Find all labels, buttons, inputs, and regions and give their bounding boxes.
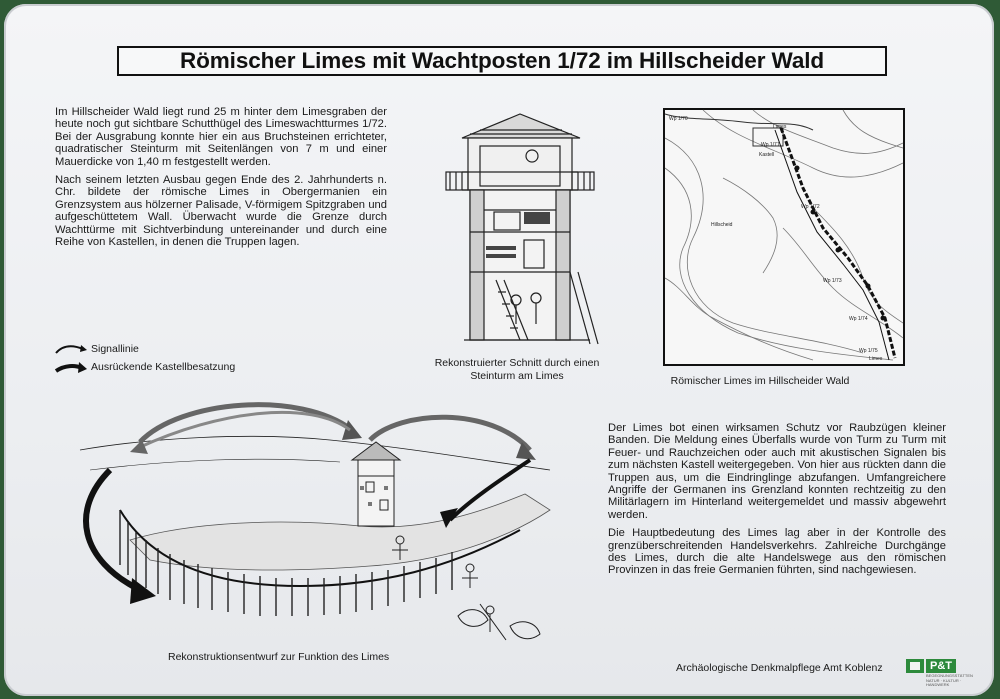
scene-caption: Rekonstruktionsentwurf zur Funktion des Limes — [168, 651, 390, 663]
title-frame — [117, 46, 887, 76]
pt-logo — [906, 659, 986, 685]
page-title: Römischer Limes mit Wachtposten 1/72 im Hillscheider Wald — [179, 48, 825, 73]
map-label-wp-72: Wp 1/72 — [801, 204, 820, 210]
signal-arrow-icon — [55, 343, 87, 355]
body-paragraph-1: Der Limes bot einen wirksamen Schutz vor Raubzügen kleiner Banden. Die Meldung eines Überfalls wurde von Turm zu Turm mit Feuer- und Rauchzeichen oder auch mit akustischen Signalen bis zum nächsten Kastell weitergegeben. Von hier aus rückten dann die Truppen aus, um die Eindringlinge abzufangen. Umfangreichere Angriffe der Germanen ins Grenzland konnten rechtzeitig zu den Militärlagern im Hinterland weitergemeldet und massiv abgewehrt werden. — [608, 422, 946, 521]
tower-illustration — [440, 112, 600, 352]
legend-troops — [55, 360, 235, 374]
legend-troops-label: Ausrückende Kastellbesatzung — [91, 361, 236, 373]
limes-scene-illustration — [70, 390, 590, 650]
tower-caption: Rekonstruierter Schnitt durch einen Steinturm am Limes — [434, 357, 600, 382]
legend-signal-label: Signallinie — [91, 343, 139, 355]
intro-text — [55, 106, 387, 254]
map-caption: Römischer Limes im Hillscheider Wald — [670, 375, 850, 387]
legend-signal — [55, 343, 139, 355]
map-label-limes-bottom: Limes — [869, 356, 883, 362]
map-label-wp-71: Wp 1/71 — [761, 142, 780, 148]
logo-brand: P&T — [926, 659, 956, 673]
map-label-wp-73: Wp 1/73 — [823, 278, 842, 284]
troop-arrow-icon — [55, 360, 87, 374]
logo-mark-icon — [906, 659, 924, 673]
map-label-limes-top: Limes — [773, 124, 787, 130]
map-label-wp-74: Wp 1/74 — [849, 316, 868, 322]
map-label-kastell: Kastell — [759, 152, 775, 158]
map-label-wp-70: Wp 1/70 — [669, 116, 688, 122]
body-paragraph-2: Die Hauptbedeutung des Limes lag aber in der Kontrolle des grenzüberschreitenden Handelsverkehrs. Zahlreiche Durchgänge des Limes, durch die alte Handelswege aus den römischen Provinzen in das freie Germanien führten, sind nachgewiesen. — [608, 527, 946, 577]
map-label-wp-75: Wp 1/75 — [859, 348, 878, 354]
intro-paragraph-1: Im Hillscheider Wald liegt rund 25 m hinter dem Limesgraben der heute noch gut sichtbare Schutthügel des Limeswachtturmes 1/72. Bei der Ausgrabung konnte hier ein aus Bruchsteinen errichteter, quadratischer Steinturm mit Seitenlängen von 7 m und einer Mauerdicke von 1,40 m festgestellt werden. — [55, 106, 387, 168]
map-label-hillscheid: Hillscheid — [711, 222, 733, 228]
limes-map — [663, 108, 905, 366]
logo-subtitle: BEGEGNUNGSSTÄTTEN NATUR · KULTUR · HANDWERK — [926, 673, 973, 687]
footer-credit: Archäologische Denkmalpflege Amt Koblenz — [676, 662, 883, 674]
body-text — [608, 422, 946, 583]
intro-paragraph-2: Nach seinem letzten Ausbau gegen Ende des 2. Jahrhunderts n. Chr. bildete der römische Limes in Obergermanien ein Grenzsystem aus hölzerner Palisade, V-förmigem Spitzgraben und aufgeschüttetem Wall. Überwacht wurde die Grenze durch Wachttürme mit Sichtverbindung untereinander und durch eine Reihe von Kastellen, in denen die Truppen lagen. — [55, 174, 387, 249]
